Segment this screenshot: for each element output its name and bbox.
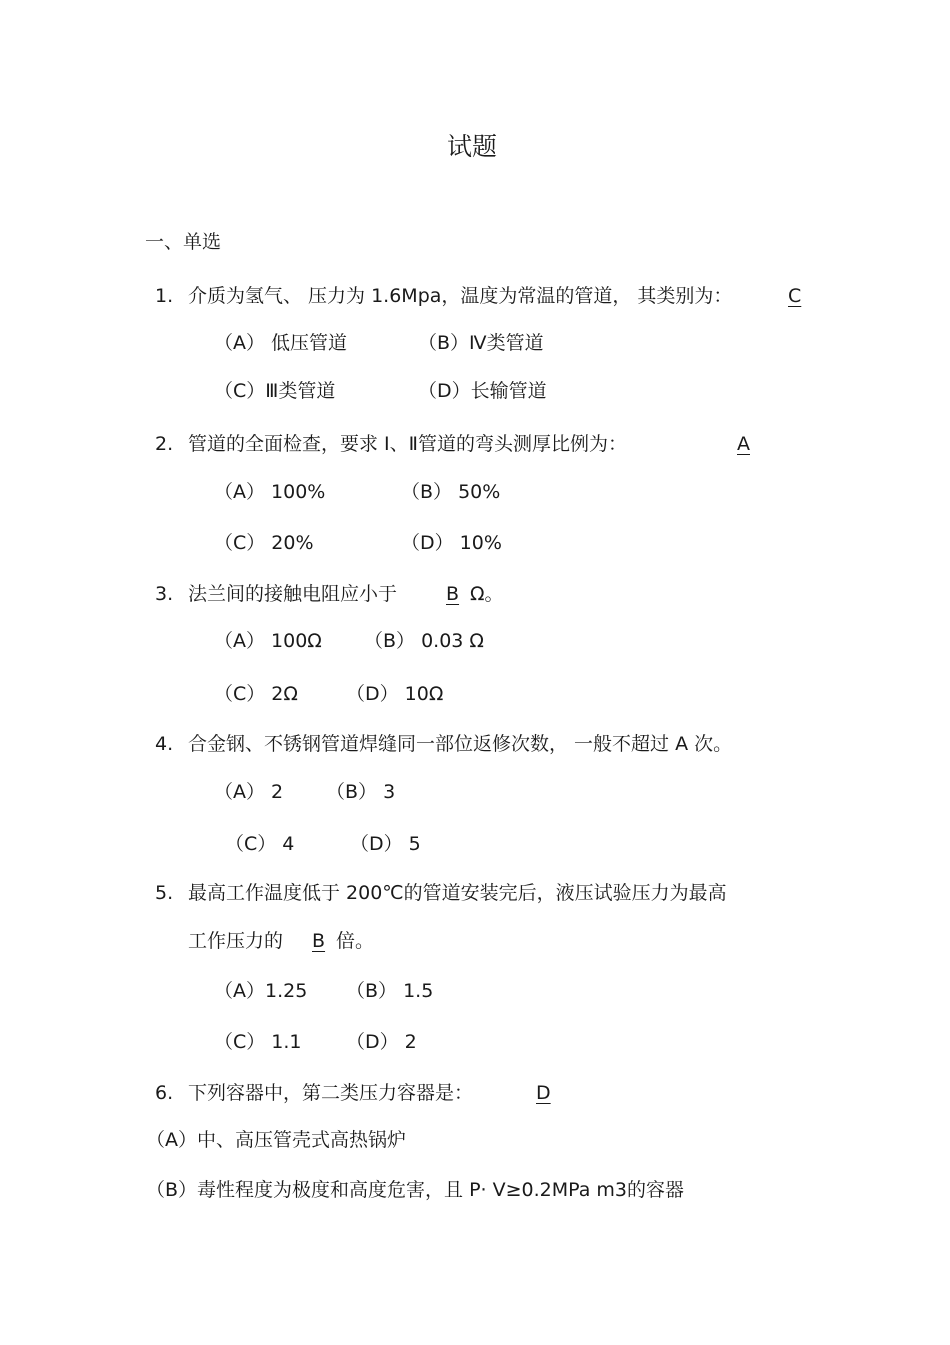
question-text: 最高工作温度低于 200℃的管道安装完后，液压试验压力为最高: [188, 882, 727, 904]
option-c: （C） 2Ω: [214, 683, 298, 705]
option-b: （B） 3: [326, 781, 396, 803]
option-a: （A）中、高压管壳式高热锅炉: [146, 1129, 406, 1151]
option-d: （D） 10%: [401, 532, 502, 554]
question-answer: A: [737, 433, 750, 455]
question-text-end: Ω。: [470, 583, 504, 605]
option-a: （A） 100%: [214, 481, 326, 503]
option-a: （A） 2: [214, 781, 284, 803]
option-b: （B）Ⅳ类管道: [418, 332, 544, 354]
question-text: 合金钢、不锈钢管道焊缝同一部位返修次数， 一般不超过 A 次。: [188, 733, 733, 755]
question-number: 2.: [155, 433, 174, 455]
question-number: 6.: [155, 1082, 174, 1104]
question-answer: B: [312, 930, 326, 952]
option-b: （B） 1.5: [346, 980, 434, 1002]
option-c: （C） 20%: [214, 532, 314, 554]
option-d: （D） 10Ω: [346, 683, 444, 705]
question-text: 介质为氢气、 压力为 1.6Mpa，温度为常温的管道， 其类别为：: [188, 285, 733, 307]
option-a: （A）1.25: [214, 980, 308, 1002]
option-d: （D）长输管道: [418, 380, 547, 402]
question-number: 3.: [155, 583, 174, 605]
option-b: （B） 50%: [401, 481, 501, 503]
section-heading: 一、单选: [145, 231, 222, 253]
option-b: （B）毒性程度为极度和高度危害，且 P· V≥0.2MPa m3的容器: [146, 1179, 685, 1201]
option-d: （D） 2: [346, 1031, 417, 1053]
option-c: （C） 4: [225, 833, 295, 855]
question-answer: C: [788, 285, 802, 307]
question-number: 4.: [155, 733, 174, 755]
question-text: 下列容器中，第二类压力容器是：: [188, 1082, 474, 1104]
question-number: 1.: [155, 285, 174, 307]
option-b: （B） 0.03 Ω: [364, 630, 484, 652]
option-c: （C） 1.1: [214, 1031, 302, 1053]
page-title: 试题: [447, 132, 498, 161]
question-answer: D: [536, 1082, 551, 1104]
question-text-line2: 工作压力的: [188, 930, 284, 952]
question-text: 管道的全面检查，要求 Ⅰ、Ⅱ管道的弯头测厚比例为：: [188, 433, 627, 455]
question-number: 5.: [155, 882, 174, 904]
option-c: （C）Ⅲ类管道: [214, 380, 336, 402]
option-a: （A） 100Ω: [214, 630, 322, 652]
question-text: 法兰间的接触电阻应小于: [188, 583, 398, 605]
option-d: （D） 5: [350, 833, 421, 855]
option-a: （A） 低压管道: [214, 332, 348, 354]
question-answer: B: [446, 583, 460, 605]
question-text-end: 倍。: [336, 930, 375, 952]
